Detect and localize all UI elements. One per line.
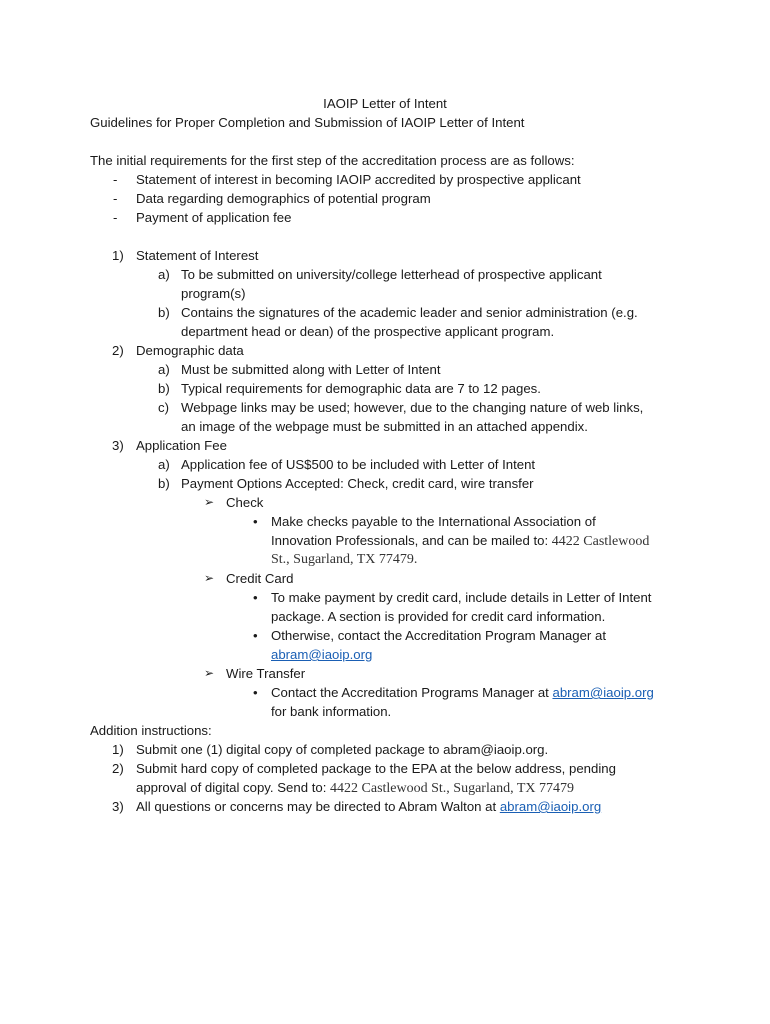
instruction-item xyxy=(136,797,601,816)
section-number: 1) xyxy=(112,742,124,757)
list-marker: b) xyxy=(158,476,170,491)
arrow-bullet-icon: ➢ xyxy=(204,495,215,509)
send-to-text: approval of digital copy. Send to: xyxy=(136,780,331,795)
list-item: Otherwise, contact the Accreditation Program Manager at xyxy=(271,628,606,643)
section-title-demographic: Demographic data xyxy=(136,343,244,358)
section-title-statement: Statement of Interest xyxy=(136,248,259,263)
section-number: 2) xyxy=(112,761,124,776)
list-item-cont: department head or dean) of the prospective applicant program. xyxy=(181,324,555,339)
list-item: To make payment by credit card, include details in Letter of Intent xyxy=(271,590,652,605)
wire-text: Contact the Accreditation Programs Manager at xyxy=(271,685,553,700)
document-title: IAOIP Letter of Intent xyxy=(323,96,447,111)
mailing-address: 4422 Castlewood xyxy=(551,534,650,549)
list-marker: a) xyxy=(158,362,170,377)
mailing-address: 4422 Castlewood St., Sugarland, TX 77479 xyxy=(330,781,574,796)
list-item-cont: an image of the webpage must be submitted in an attached appendix. xyxy=(181,419,588,434)
round-bullet-icon: • xyxy=(253,590,258,605)
list-item-cont xyxy=(271,531,649,551)
intro-item: Payment of application fee xyxy=(136,210,292,225)
intro-text: The initial requirements for the first step of the accreditation process are as follows: xyxy=(90,153,575,168)
arrow-bullet-icon: ➢ xyxy=(204,571,215,585)
dash-bullet: - xyxy=(113,191,118,206)
list-item: Application fee of US$500 to be included with Letter of Intent xyxy=(181,457,536,472)
email-link[interactable]: abram@iaoip.org xyxy=(271,647,373,662)
mailing-address-cont: St., Sugarland, TX 77479. xyxy=(271,552,418,567)
section-number: 1) xyxy=(112,248,124,263)
list-marker: a) xyxy=(158,457,170,472)
email-link[interactable]: abram@iaoip.org xyxy=(499,799,602,814)
list-item: Typical requirements for demographic data are 7 to 12 pages. xyxy=(181,381,541,396)
section-number: 3) xyxy=(112,438,124,453)
list-item xyxy=(271,683,654,702)
list-item-cont: program(s) xyxy=(181,286,246,301)
instruction-item: Submit one (1) digital copy of completed package to abram@iaoip.org. xyxy=(136,742,549,757)
list-item: Must be submitted along with Letter of Intent xyxy=(181,362,441,377)
list-item: Payment Options Accepted: Check, credit card, wire transfer xyxy=(181,476,534,491)
list-marker: a) xyxy=(158,267,170,282)
section-number: 2) xyxy=(112,343,124,358)
section-number: 3) xyxy=(112,799,124,814)
list-item-cont: package. A section is provided for credit card information. xyxy=(271,609,606,624)
list-marker: b) xyxy=(158,381,170,396)
intro-item: Statement of interest in becoming IAOIP accredited by prospective applicant xyxy=(136,172,581,187)
mailing-text: Innovation Professionals, and can be mailed to: xyxy=(271,533,552,548)
list-marker: c) xyxy=(158,400,169,415)
payment-option-wire-transfer: Wire Transfer xyxy=(226,666,306,681)
list-item: Make checks payable to the International Association of xyxy=(271,514,596,529)
intro-item: Data regarding demographics of potential program xyxy=(136,191,431,206)
payment-option-credit-card: Credit Card xyxy=(226,571,294,586)
dash-bullet: - xyxy=(113,210,118,225)
list-item-cont: for bank information. xyxy=(271,704,392,719)
round-bullet-icon: • xyxy=(253,628,258,643)
round-bullet-icon: • xyxy=(253,685,258,700)
arrow-bullet-icon: ➢ xyxy=(204,666,215,680)
payment-option-check: Check xyxy=(226,495,264,510)
dash-bullet: - xyxy=(113,172,118,187)
list-item-cont xyxy=(271,645,372,664)
email-link[interactable]: abram@iaoip.org xyxy=(552,685,654,700)
list-item: Webpage links may be used; however, due to the changing nature of web links, xyxy=(181,400,644,415)
round-bullet-icon: • xyxy=(253,514,258,529)
instruction-item: Submit hard copy of completed package to the EPA at the below address, pending xyxy=(136,761,616,776)
document-subtitle: Guidelines for Proper Completion and Submission of IAOIP Letter of Intent xyxy=(90,115,525,130)
section-title-fee: Application Fee xyxy=(136,438,227,453)
instruction-item-cont xyxy=(136,778,574,798)
contact-text: All questions or concerns may be directed to Abram Walton at xyxy=(136,799,500,814)
addition-heading: Addition instructions: xyxy=(90,723,212,738)
list-item: To be submitted on university/college letterhead of prospective applicant xyxy=(181,267,602,282)
list-item: Contains the signatures of the academic leader and senior administration (e.g. xyxy=(181,305,638,320)
list-marker: b) xyxy=(158,305,170,320)
